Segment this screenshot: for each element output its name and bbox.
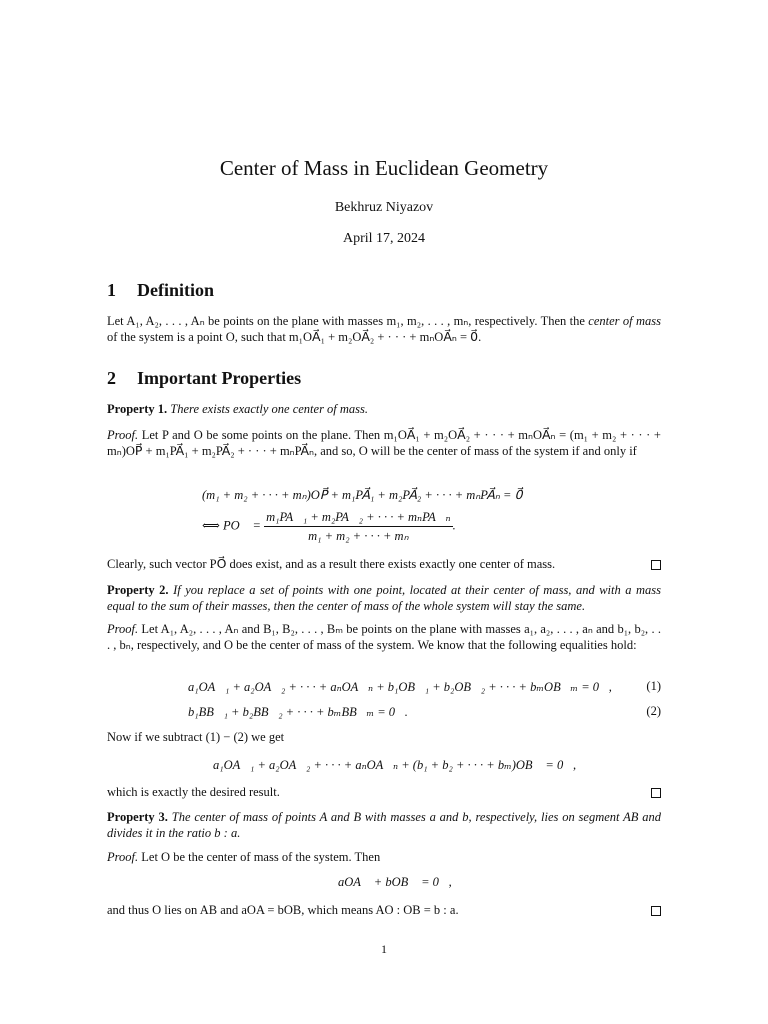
proof-label: Proof.	[107, 850, 139, 864]
definition-text: Let A₁, A₂, . . . , Aₙ be points on the plane with masses m₁, m₂, . . . , mₙ, respectively. Then the	[107, 314, 589, 328]
qed-square-icon	[651, 788, 661, 798]
definition-text-end: of the system is a point O, such that m₁OA⃗₁ + m₂OA⃗₂ + · · · + mₙOA⃗ₙ = 0⃗.	[107, 330, 482, 344]
paper-title: Center of Mass in Euclidean Geometry	[219, 156, 549, 180]
subtract-text	[107, 729, 661, 745]
fraction	[264, 509, 452, 544]
fraction-denominator: m₁ + m₂ + · · · + mₙ	[308, 529, 409, 543]
property-label: Property 3.	[107, 810, 168, 824]
property-3-proof	[107, 849, 661, 865]
section-heading	[107, 368, 661, 389]
property-text: The center of mass of points A and B with masses a and b, respectively, lies on segment AB and divides it in the ratio b : a.	[107, 810, 661, 840]
section-number: 2	[107, 368, 116, 388]
property-label: Property 1.	[107, 402, 168, 416]
equation-fraction	[202, 509, 456, 544]
fraction-numerator: m₁PA⃗₁ + m₂PA⃗₂ + · · · + mₙPA⃗ₙ	[264, 509, 452, 527]
equation-number: (1)	[646, 679, 661, 693]
proof-label: Proof.	[107, 428, 139, 442]
proof-text: Let O be the center of mass of the system. Then	[138, 850, 381, 864]
equation-3: a₁OA⃗₁ + a₂OA⃗₂ + · · · + aₙOA⃗ₙ + (b₁ + b₂ + · · · + bₘ)OB⃗ = 0⃗,	[213, 758, 577, 772]
equation-2: b₁BB⃗₁ + b₂BB⃗₂ + · · · + bₘBB⃗ₘ = 0⃗.	[188, 705, 408, 719]
section-number: 1	[107, 280, 116, 300]
qed-square-icon	[651, 560, 661, 570]
property-2-conclusion	[107, 784, 661, 800]
equation-1: a₁OA⃗₁ + a₂OA⃗₂ + · · · + aₙOA⃗ₙ + b₁OB⃗₁ + b₂OB⃗₂ + · · · + bₘOB⃗ₘ = 0⃗,	[188, 680, 612, 694]
equation: aOA⃗ + bOB⃗ = 0⃗,	[338, 875, 452, 889]
proof-conclusion: Clearly, such vector PO⃗ does exist, and as a result there exists exactly one center of mass.	[107, 557, 556, 571]
property-text: If you replace a set of points with one point, located at their center of mass, and with a mass equal to the sum of their masses, then the center of mass of the whole system will stay the same.	[107, 583, 662, 613]
proof-conclusion: and thus O lies on AB and aOA = bOB, which means AO : OB = b : a.	[107, 903, 459, 917]
paper-author: Bekhruz Niyazov	[334, 200, 434, 215]
property-2-proof	[107, 621, 661, 653]
property-3-conclusion	[107, 902, 661, 918]
proof-conclusion: which is exactly the desired result.	[107, 785, 280, 799]
proof-text: Let P and O be some points on the plane. Then m₁OA⃗₁ + m₂OA⃗₂ + · · · + mₙOA⃗ₙ = (m₁ + m₂ + · · · + mₙ)OP⃗ + m₁PA⃗₁ + m₂PA⃗₂ + · · · + mₙPA⃗ₙ, and so, O will be the center of mass of the system if and only if	[107, 428, 661, 458]
equation-number: (2)	[646, 704, 661, 718]
property-text: There exists exactly one center of mass.	[170, 402, 369, 416]
page-number: 1	[381, 942, 387, 956]
equation: (m₁ + m₂ + · · · + mₙ)OP⃗ + m₁PA⃗₁ + m₂PA⃗₂ + · · · + mₙPA⃗ₙ = 0⃗	[202, 488, 523, 502]
equation-end: .	[452, 518, 456, 533]
equation-lhs: ⟺ PO⃗ =	[202, 518, 261, 533]
property-1-proof	[107, 427, 661, 459]
qed-square-icon	[651, 906, 661, 916]
proof-label: Proof.	[107, 622, 139, 636]
property-2-statement	[107, 582, 661, 614]
section-title: Definition	[137, 280, 215, 300]
property-label: Property 2.	[107, 583, 169, 597]
section-heading	[107, 280, 661, 301]
body-text: Now if we subtract (1) − (2) we get	[107, 730, 285, 744]
section-properties	[107, 368, 661, 389]
paper-date: April 17, 2024	[342, 231, 426, 246]
definition-emphasis: center of mass	[588, 314, 661, 328]
definition-paragraph	[107, 313, 661, 345]
property-1-statement	[107, 401, 661, 417]
section-definition	[107, 280, 661, 301]
section-title: Important Properties	[137, 368, 302, 388]
property-1-conclusion	[107, 556, 661, 572]
proof-text: Let A₁, A₂, . . . , Aₙ and B₁, B₂, . . . , Bₘ be points on the plane with masses a₁, a₂, . . . , aₙ and b₁, b₂, . . . , bₙ, respectively, and O be the center of mass of the system. We know that the following equalities hold:	[107, 622, 661, 652]
property-3-statement	[107, 809, 661, 841]
